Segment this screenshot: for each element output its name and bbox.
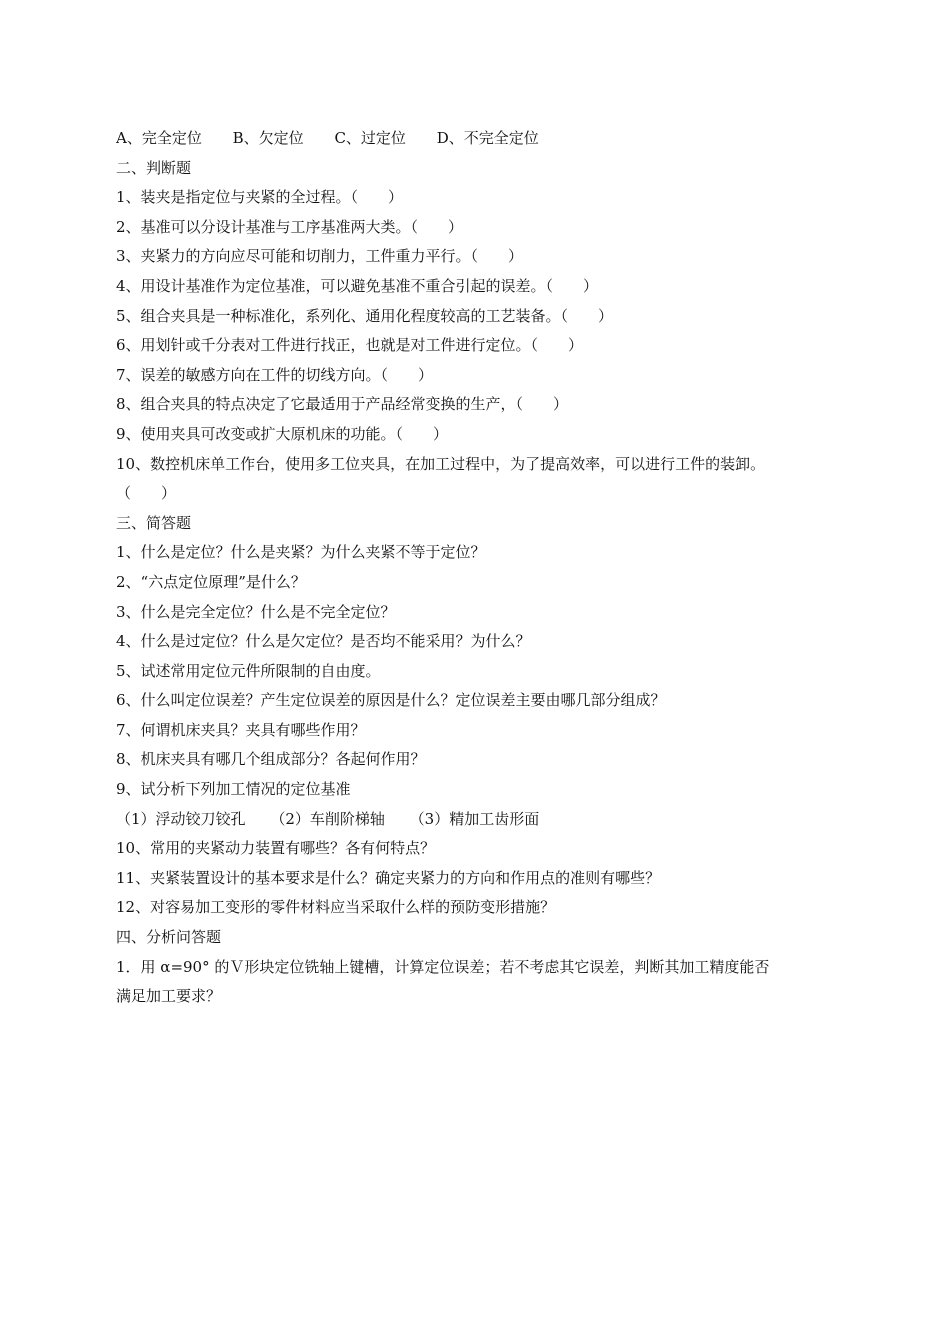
true-false-item-3: 3、夹紧力的方向应尽可能和切削力，工件重力平行。（ ） (116, 247, 524, 266)
true-false-item-2: 2、基准可以分设计基准与工序基准两大类。（ ） (116, 217, 464, 236)
short-answer-item-11: 11、夹紧装置设计的基本要求是什么？确定夹紧力的方向和作用点的准则有哪些？ (116, 868, 661, 887)
short-answer-item-3: 3、什么是完全定位？什么是不完全定位？ (116, 602, 396, 621)
option-a: A、完全定位 (116, 129, 202, 147)
short-answer-item-10: 10、常用的夹紧动力装置有哪些？各有何特点？ (116, 839, 436, 858)
short-answer-item-9: 9、试分析下列加工情况的定位基准 (116, 780, 351, 799)
subitem-1: （1）浮动铰刀铰孔 (116, 809, 246, 828)
true-false-item-10-blank: （ ） (116, 484, 177, 503)
short-answer-item-5: 5、试述常用定位元件所限制的自由度。 (116, 661, 381, 680)
short-answer-item-9-subitems (116, 805, 838, 835)
true-false-item-10: 10、数控机床单工作台，使用多工位夹具，在加工过程中，为了提高效率，可以进行工件的装卸。 (116, 454, 766, 473)
short-answer-item-8: 8、机床夹具有哪几个组成部分？各起何作用？ (116, 750, 426, 769)
option-b: B、欠定位 (232, 129, 304, 147)
true-false-item-6: 6、用划针或千分表对工件进行找正，也就是对工件进行定位。（ ） (116, 336, 584, 355)
document-page (116, 124, 838, 1012)
analysis-question-1-line-2: 满足加工要求？ (116, 987, 222, 1006)
short-answer-item-6: 6、什么叫定位误差？产生定位误差的原因是什么？定位误差主要由哪几部分组成？ (116, 691, 666, 710)
subitem-3: （3）精加工齿形面 (409, 809, 540, 828)
option-c: C、过定位 (334, 129, 406, 147)
analysis-question-1-line-1: 1．用 α=90° 的Ｖ形块定位铣轴上键槽，计算定位误差；若不考虑其它误差，判断其加工精度能否 (116, 957, 770, 976)
section-title-short-answer: 三、简答题 (116, 513, 192, 532)
true-false-item-7: 7、误差的敏感方向在工件的切线方向。（ ） (116, 365, 434, 384)
short-answer-item-4: 4、什么是过定位？什么是欠定位？是否均不能采用？为什么？ (116, 632, 531, 651)
short-answer-item-7: 7、何谓机床夹具？夹具有哪些作用？ (116, 720, 366, 739)
true-false-item-9: 9、使用夹具可改变或扩大原机床的功能。（ ） (116, 424, 449, 443)
subitem-2: （2）车削阶梯轴 (270, 809, 385, 828)
short-answer-item-12: 12、对容易加工变形的零件材料应当采取什么样的预防变形措施？ (116, 898, 556, 917)
short-answer-item-1: 1、什么是定位？什么是夹紧？为什么夹紧不等于定位？ (116, 543, 486, 562)
choice-options-line (116, 124, 838, 154)
true-false-item-5: 5、组合夹具是一种标准化，系列化、通用化程度较高的工艺装备。（ ） (116, 306, 614, 325)
true-false-item-8: 8、组合夹具的特点决定了它最适用于产品经常变换的生产，（ ） (116, 395, 569, 414)
section-title-analysis: 四、分析问答题 (116, 928, 222, 947)
section-title-true-false: 二、判断题 (116, 158, 192, 177)
short-answer-item-2: 2、“六点定位原理”是什么？ (116, 572, 306, 591)
true-false-item-4: 4、用设计基准作为定位基准，可以避免基准不重合引起的误差。（ ） (116, 276, 599, 295)
true-false-item-1: 1、装夹是指定位与夹紧的全过程。（ ） (116, 188, 404, 207)
option-d: D、不完全定位 (436, 129, 539, 147)
